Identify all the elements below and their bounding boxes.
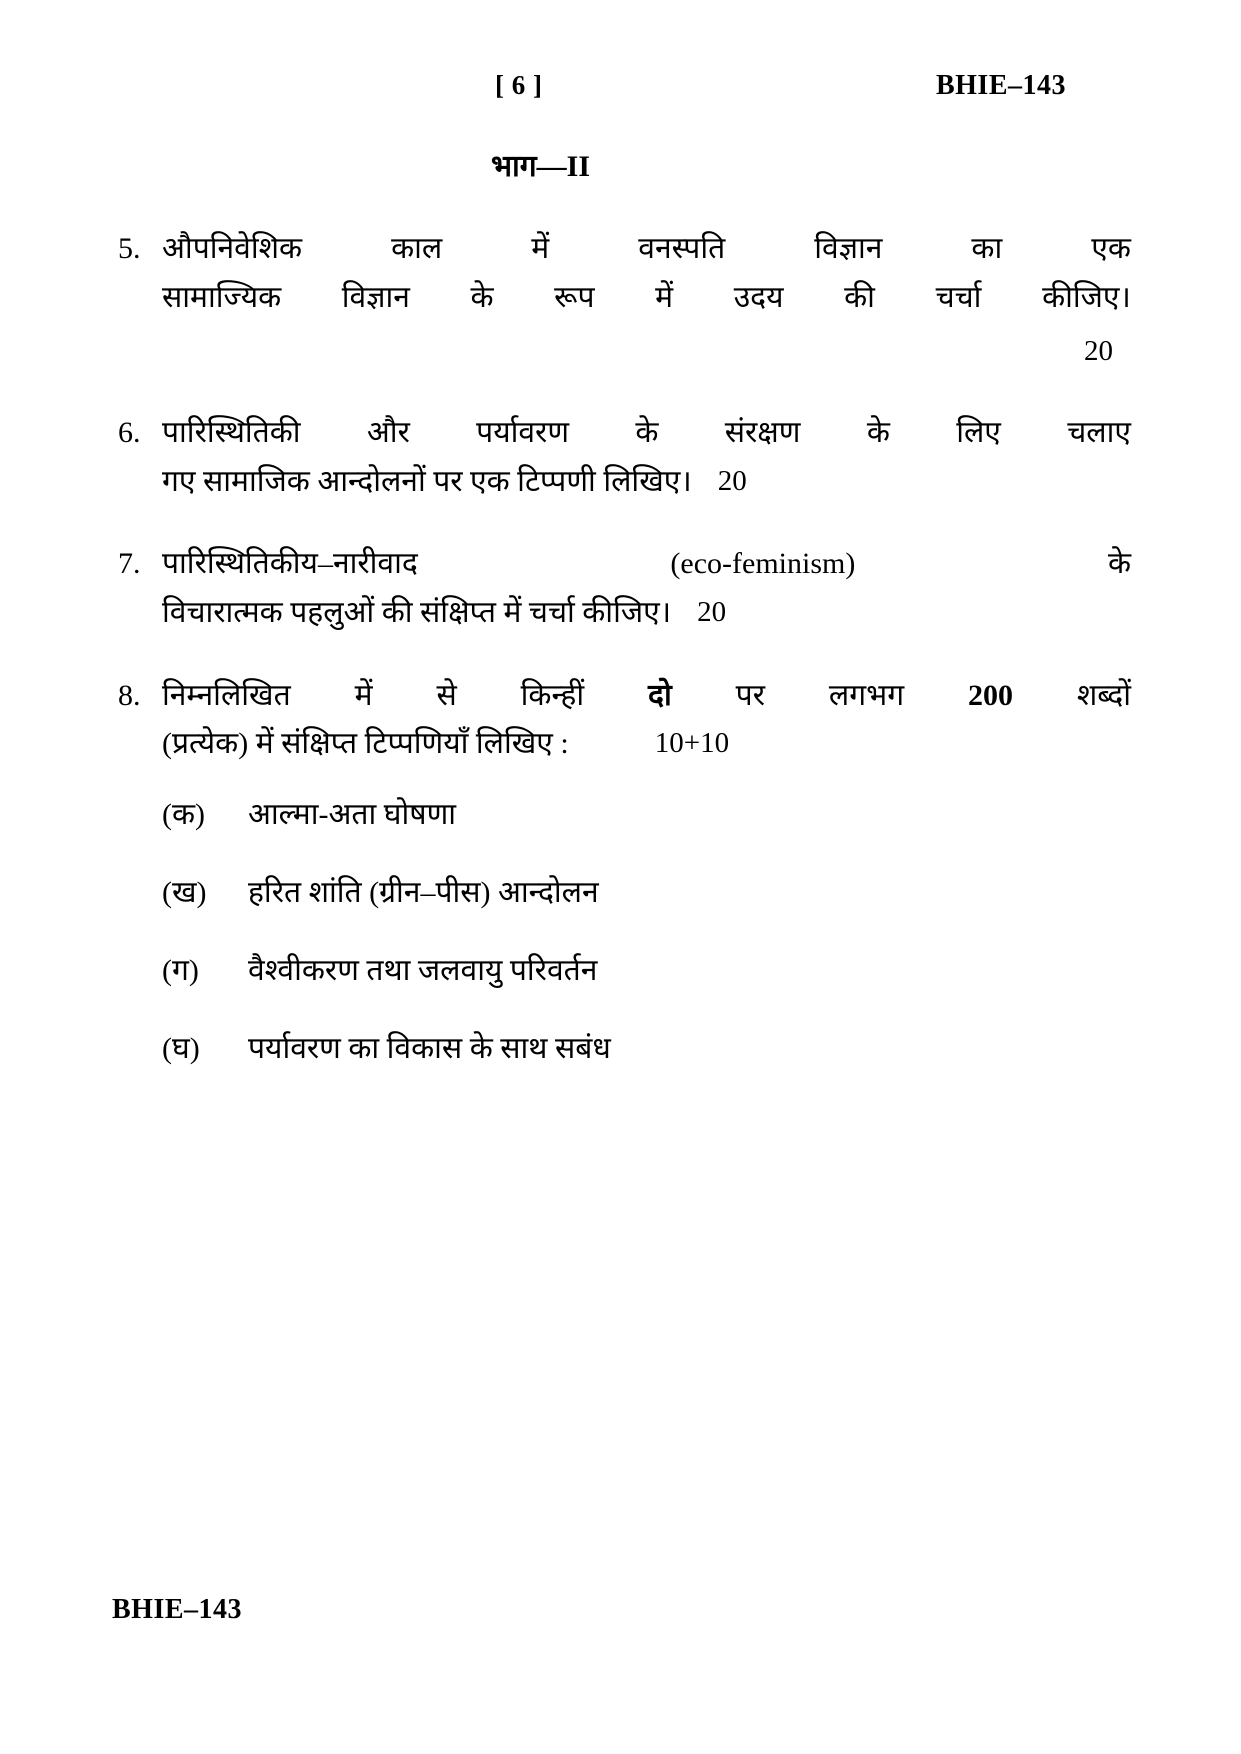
sub-item-text: वैश्वीकरण तथा जलवायु परिवर्तन [248,953,598,987]
word-latin: (eco-feminism) [670,547,856,581]
question-item [110,225,1131,375]
word: विज्ञान [341,280,410,314]
sub-item [110,1025,1131,1073]
spacer [110,646,1131,672]
word: की [381,595,413,629]
word: निम्नलिखित [162,678,291,712]
word: औपनिवेशिक [162,232,303,265]
question-item [110,540,1131,637]
question-text [162,225,1131,375]
word: संरक्षण [724,416,801,450]
word: काल [391,232,443,265]
word: संक्षिप्त [420,595,496,629]
word: : [560,727,569,761]
word: चर्चा [935,280,982,314]
word: किन्हीं [520,678,585,712]
word: पर [433,464,463,498]
word: चर्चा [528,595,575,629]
sub-item [110,869,1131,917]
word: के [635,416,659,450]
word: एक [470,464,510,498]
question-number: 7. [118,547,141,581]
question-list [110,225,1131,1073]
question-line [162,672,1131,721]
word: टिप्पणी [517,464,596,498]
question-item [110,409,1131,506]
paper-code-header: BHIE–143 [935,70,1066,101]
word: गए [162,464,196,498]
question-line [162,720,1131,769]
word: (प्रत्येक) [162,727,249,761]
word: संक्षिप्त [281,727,358,761]
sub-item [110,947,1131,995]
word: सामाजिक [202,464,310,498]
word: सामाज्यिक [162,280,282,314]
word: से [436,678,457,712]
word: आन्दोलनों [317,464,426,498]
paper-code-footer: BHIE–143 [112,1594,243,1625]
word: के [866,416,890,450]
spacer [110,383,1131,409]
question-marks: 20 [717,464,747,497]
question-text [162,540,1131,637]
word: के [1107,547,1131,581]
word: लिखिए। [603,464,692,498]
sub-item-text: आल्मा-अता घोषणा [248,797,457,831]
question-line [162,540,1131,589]
sub-item-label: (क) [162,797,206,831]
sub-item [110,791,1131,839]
question-line [162,409,1131,458]
word: में [503,595,522,629]
sub-item-list [110,791,1131,1073]
page-number: [ 6 ] [495,70,543,100]
word: उदय [733,280,784,314]
sub-item-text: पर्यावरण का विकास के साथ सबंध [248,1031,611,1065]
word: पहलुओं [290,595,375,629]
question-marks: 20 [697,595,727,628]
section-title: भाग—II [490,150,591,183]
word: पारिस्थितिकी [162,416,301,450]
word: का [971,232,1003,265]
word: वनस्पति [638,232,726,265]
word: शब्दों [1076,678,1131,712]
word-emphasis: दो [648,678,672,712]
question-line [162,225,1131,274]
word: में [354,678,373,712]
word: पारिस्थितिकीय–नारीवाद [162,547,418,581]
word: लगभग [828,678,905,712]
sub-item-label: (ख) [162,875,207,909]
word: विचारात्मक [162,595,283,629]
word: लिखिए [475,727,553,761]
word: लिए [956,416,1001,450]
word: पर [735,678,765,712]
question-line [162,589,1131,638]
word: के [470,280,494,314]
page-header [110,70,1131,122]
word: की [844,280,875,314]
word: में [655,280,674,314]
word: कीजिए। [582,595,672,629]
word: टिप्पणियाँ [364,727,469,761]
question-marks: 20 [1084,335,1113,368]
question-text [162,672,1131,769]
word: में [531,232,550,265]
word: और [366,416,410,450]
sub-item-label: (ग) [162,953,199,987]
sub-item-label: (घ) [162,1031,200,1065]
word: रूप [554,280,595,314]
word: विज्ञान [814,232,883,265]
word: में [255,727,274,761]
word: चलाए [1067,416,1131,450]
spacer [110,514,1131,540]
word-count: 200 [968,678,1013,712]
question-number: 8. [118,678,141,712]
word: पर्यावरण [476,416,570,450]
question-text [162,409,1131,506]
question-line [162,458,1131,507]
question-line [162,274,1131,323]
question-number: 6. [118,416,141,450]
question-item [110,672,1131,769]
question-marks: 10+10 [654,727,730,760]
word: एक [1091,232,1131,265]
word: कीजिए। [1042,280,1131,314]
sub-item-text: हरित शांति (ग्रीन–पीस) आन्दोलन [248,875,599,909]
question-number: 5. [118,232,141,265]
